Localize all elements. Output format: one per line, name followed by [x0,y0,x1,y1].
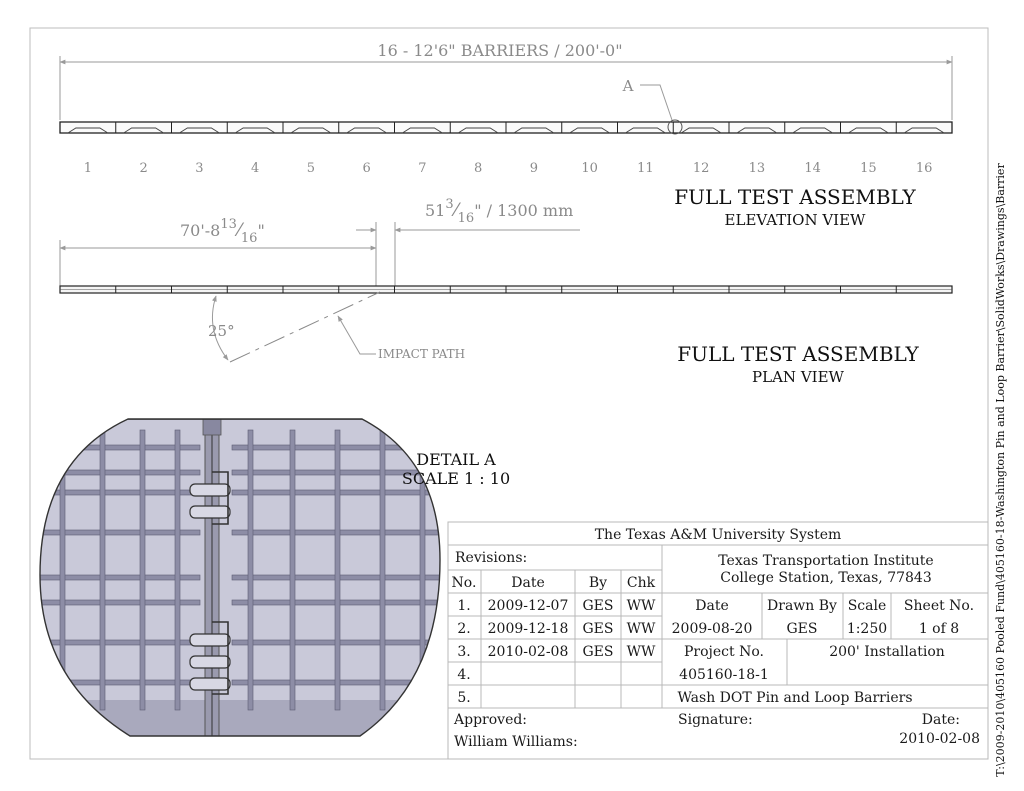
rebar [30,445,200,450]
svg-text:WW: WW [626,598,656,614]
svg-text:2009-12-18: 2009-12-18 [487,621,569,637]
svg-text:2010-02-08: 2010-02-08 [487,644,569,660]
revision-row [457,690,470,706]
rev-header-no: No. [451,575,477,591]
detail-callout-label: A [622,77,634,95]
project-label: Project No. [684,644,764,660]
svg-text:3.: 3. [457,644,471,660]
impact-path-label: IMPACT PATH [378,347,466,361]
rebar [232,680,450,685]
revision-row [457,667,470,683]
scale-label: Scale [847,598,887,614]
svg-text:5.: 5. [457,690,471,706]
file-path-label: T:\2009-2010\405160 Pooled Fund\405160-18-Washington Pin and Loop Barrier\SolidWorks\Drawings\Barrier [994,163,1007,777]
approver-name: William Williams: [454,734,578,750]
approval-date-label: Date: [921,712,960,728]
svg-text:WW: WW [626,644,656,660]
date-label: Date [695,598,729,614]
rebar [380,430,385,710]
institute-name: Texas Transportation Institute [718,553,934,569]
revision-row [457,598,656,614]
rebar [335,430,340,710]
sheet-value: 1 of 8 [918,621,960,637]
rebar [30,680,200,685]
revisions-label: Revisions: [455,550,528,566]
detail-a-view [30,410,510,740]
revision-row [457,621,656,637]
rev-header-chk: Chk [626,575,656,591]
barrier-number: 15 [860,161,877,176]
drawn-by-label: Drawn By [767,598,837,614]
svg-text:GES: GES [582,598,614,614]
rebar [30,530,200,535]
barrier-number: 13 [748,161,766,176]
svg-text:2.: 2. [457,621,471,637]
svg-text:GES: GES [582,621,614,637]
detail-scale: SCALE 1 : 10 [401,469,511,488]
rev-header-by: By [588,575,608,591]
rebar [30,600,200,605]
barrier-number: 6 [362,161,371,176]
barrier-number: 8 [473,161,483,176]
barrier-number: 14 [804,161,821,176]
rebar [30,470,200,475]
organization-name: The Texas A&M University System [594,527,842,543]
impact-path-line [230,292,380,362]
barrier-number: 9 [529,161,539,176]
rebar [175,430,180,710]
drawing-description: Wash DOT Pin and Loop Barriers [677,690,913,706]
title-block [448,522,988,759]
overall-dimension-label: 16 - 12'6" BARRIERS / 200'-0" [377,41,623,60]
rev-header-date: Date [511,575,545,591]
barrier-number: 10 [581,161,598,176]
barrier-number: 1 [83,161,93,176]
institute-location: College Station, Texas, 77843 [720,570,932,586]
barrier-number-row [84,161,933,176]
svg-text:GES: GES [582,644,614,660]
approved-label: Approved: [454,712,528,728]
rebar [248,430,253,710]
approval-date-value: 2010-02-08 [899,731,980,747]
rebar [140,430,145,710]
svg-text:1.: 1. [457,598,471,614]
signature-label: Signature: [678,712,753,728]
rebar [232,600,450,605]
rebar [232,530,450,535]
barrier-number: 7 [418,161,427,176]
detail-title: DETAIL A [416,450,496,469]
barrier-number: 12 [692,161,710,176]
barrier-number: 16 [915,161,933,176]
rebar [30,640,200,645]
impact-offset-dimension: $70'-8^{13}⁄_{16}$" [180,217,265,246]
barrier-number: 2 [139,161,148,176]
rebar [232,490,450,495]
elevation-title: FULL TEST ASSEMBLY [674,185,916,209]
sheet-label: Sheet No. [903,598,975,614]
impact-width-dimension: $51^3⁄_{16}$" / 1300 mm [425,197,574,226]
rebar [290,430,295,710]
svg-text:WW: WW [626,621,656,637]
rebar [100,430,105,710]
revision-row [457,644,656,660]
elevation-subtitle: ELEVATION VIEW [724,211,866,229]
scale-value: 1:250 [846,621,888,637]
rebar [30,575,200,580]
barrier-number: 5 [306,161,316,176]
svg-text:4.: 4. [457,667,471,683]
impact-angle-label: 25° [208,322,235,340]
plan-title: FULL TEST ASSEMBLY [677,342,919,366]
rebar [232,640,450,645]
project-value: 405160-18-1 [679,667,769,683]
rebar [232,575,450,580]
date-value: 2009-08-20 [671,621,753,637]
installation-label: 200' Installation [829,644,945,660]
barrier-number: 4 [250,161,260,176]
svg-text:2009-12-07: 2009-12-07 [487,598,569,614]
barrier-number: 11 [637,161,654,176]
barrier-number: 3 [195,161,204,176]
drawn-by-value: GES [786,621,818,637]
plan-subtitle: PLAN VIEW [752,368,844,386]
